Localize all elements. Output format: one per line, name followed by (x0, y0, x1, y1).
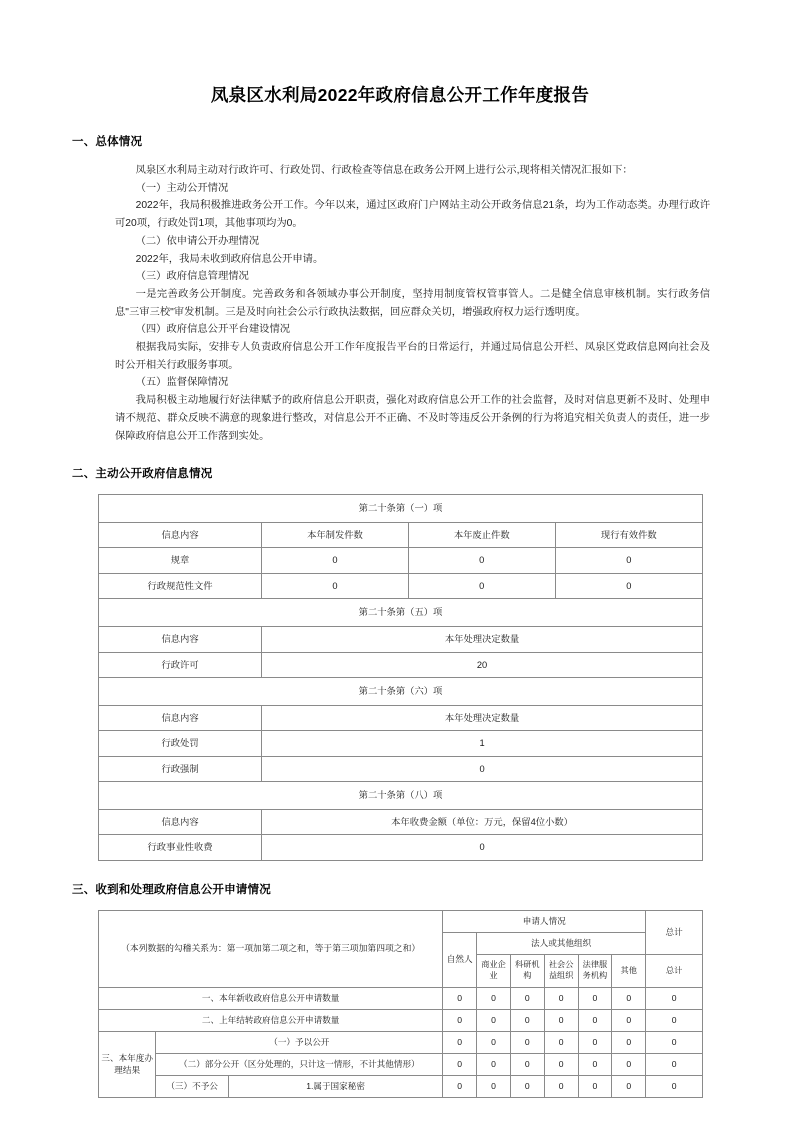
cell-value: 0 (443, 1076, 477, 1098)
cell-value: 0 (578, 1054, 612, 1076)
column-header: 信息内容 (99, 809, 262, 835)
cell-value: 0 (578, 1009, 612, 1031)
page-title: 凤泉区水利局2022年政府信息公开工作年度报告 (210, 85, 590, 105)
cell-value: 0 (510, 1009, 544, 1031)
row-label: 规章 (99, 548, 262, 574)
cell-value: 0 (477, 1054, 511, 1076)
row-label: 一、本年新收政府信息公开申请数量 (99, 987, 443, 1009)
cell-value: 0 (544, 987, 578, 1009)
spacer (0, 861, 800, 881)
cell-value: 0 (578, 1076, 612, 1098)
proactive-disclosure-table-wrap (0, 494, 800, 861)
section-1-body (0, 162, 800, 445)
cell-value: 0 (646, 1031, 703, 1053)
column-header: 现行有效件数 (555, 522, 702, 548)
cell-value: 0 (408, 548, 555, 574)
column-header: 信息内容 (99, 626, 262, 652)
row-label: 行政事业性收费 (99, 835, 262, 861)
column-header-total-sub: 总计 (646, 955, 703, 987)
cell-value: 0 (443, 1031, 477, 1053)
cell-value: 0 (262, 573, 409, 599)
cell-value: 0 (646, 1009, 703, 1031)
cell-value: 0 (408, 573, 555, 599)
table-row (99, 678, 703, 706)
row-label: 行政处罚 (99, 731, 262, 757)
cell-value: 0 (262, 756, 703, 782)
table-row (99, 626, 703, 652)
proactive-disclosure-table (98, 494, 703, 861)
cell-value: 0 (510, 1054, 544, 1076)
column-header-other: 其他 (612, 955, 646, 987)
row-label: 二、上年结转政府信息公开申请数量 (99, 1009, 443, 1031)
group-title: 第二十条第（八）项 (99, 782, 703, 810)
table-row (99, 731, 703, 757)
cell-value: 20 (262, 652, 703, 678)
paragraph: （二）依申请公开办理情况 (135, 235, 260, 247)
column-header: 本年处理决定数量 (262, 705, 703, 731)
table-row (99, 835, 703, 861)
section-3-heading: 三、收到和处理政府信息公开申请情况 (72, 883, 271, 896)
cell-value: 0 (544, 1076, 578, 1098)
paragraph: （四）政府信息公开平台建设情况 (135, 324, 291, 336)
table-row (99, 756, 703, 782)
row-label: 行政许可 (99, 652, 262, 678)
paragraph: 我局积极主动地履行好法律赋予的政府信息公开职责，强化对政府信息公开工作的社会监督，及时对信息更新不及时、处理申请不规范、群众反映不满意的现象进行整改，对信息公开不正确、不及时等违反公开条例的行为将追究相关负责人的责任，进一步保障政府信息公开工作落到实处。 (115, 395, 710, 442)
cell-value: 1 (262, 731, 703, 757)
table-row (99, 809, 703, 835)
row-label: 行政强制 (99, 756, 262, 782)
cell-value: 0 (612, 987, 646, 1009)
table-row (99, 1076, 703, 1098)
column-header-commercial: 商业企业 (477, 955, 511, 987)
table-row (99, 652, 703, 678)
requests-table-wrap (0, 910, 800, 1099)
cell-value: 0 (510, 987, 544, 1009)
paragraph: 2022年，我局未收到政府信息公开申请。 (135, 253, 324, 265)
cell-value: 0 (477, 1009, 511, 1031)
column-header-natural-person: 自然人 (443, 933, 477, 987)
group-title: 第二十条第（五）项 (99, 599, 703, 627)
cell-value: 0 (477, 1031, 511, 1053)
column-header: 本年处理决定数量 (262, 626, 703, 652)
table-row (99, 548, 703, 574)
column-header-total: 总计 (646, 910, 703, 954)
group-title: 第二十条第（一）项 (99, 495, 703, 523)
table-row (99, 705, 703, 731)
cell-value: 0 (544, 1009, 578, 1031)
table-row (99, 573, 703, 599)
column-header-public-welfare: 社会公益组织 (544, 955, 578, 987)
cell-value: 0 (443, 987, 477, 1009)
column-header: 本年收费金额（单位：万元，保留4位小数） (262, 809, 703, 835)
row-label: 1.属于国家秘密 (228, 1076, 442, 1098)
cell-value: 0 (443, 1009, 477, 1031)
cell-value: 0 (477, 987, 511, 1009)
spacer (0, 897, 800, 910)
paragraph: （一）主动公开情况 (135, 182, 229, 194)
spacer (0, 107, 800, 133)
cell-value: 0 (612, 1009, 646, 1031)
cell-value: 0 (510, 1076, 544, 1098)
table-row (99, 1009, 703, 1031)
cell-value: 0 (578, 1031, 612, 1053)
row-label: 行政规范性文件 (99, 573, 262, 599)
paragraph: 根据我局实际，安排专人负责政府信息公开工作年度报告平台的日常运行，并通过局信息公开栏、凤泉区党政信息网向社会及时公开相关行政服务事项。 (115, 342, 710, 371)
cell-value: 0 (262, 835, 703, 861)
section-overall-situation (0, 133, 800, 445)
paragraph: 2022年，我局积极推进政务公开工作。今年以来，通过区政府门户网站主动公开政务信息21条，均为工作动态类。办理行政许可20项，行政处罚1项，其他事项均为0。 (115, 200, 710, 230)
table-row (99, 1054, 703, 1076)
requests-table (98, 910, 703, 1099)
row-label: （二）部分公开（区分处理的，只计这一情形，不计其他情形） (156, 1054, 443, 1076)
note-text: （本列数据的勾稽关系为：第一项加第二项之和，等于第三项加第四项之和） (99, 910, 443, 987)
cell-value: 0 (646, 1054, 703, 1076)
column-header: 信息内容 (99, 522, 262, 548)
column-header-legal-entity: 法人或其他组织 (477, 933, 646, 955)
spacer (0, 149, 800, 162)
paragraph: 一是完善政务公开制度。完善政务和各领域办事公开制度，坚持用制度管权管事管人。二是健全信息审核机制。实行政务信息"三审三校"审发机制。三是及时向社会公示行政执法数据，回应群众关切，增强政府权力运行透明度。 (115, 288, 710, 318)
table-row (99, 782, 703, 810)
table-row (99, 910, 703, 932)
column-header: 信息内容 (99, 705, 262, 731)
row-label: （一）予以公开 (156, 1031, 443, 1053)
column-header-research: 科研机构 (510, 955, 544, 987)
row-subgroup-label: （三）不予公 (156, 1076, 228, 1098)
table-row (99, 987, 703, 1009)
section-2-heading: 二、主动公开政府信息情况 (72, 468, 213, 481)
spacer (0, 445, 800, 465)
row-group-label: 三、本年度办理结果 (99, 1031, 156, 1098)
cell-value: 0 (443, 1054, 477, 1076)
cell-value: 0 (612, 1031, 646, 1053)
cell-value: 0 (477, 1076, 511, 1098)
table-row (99, 522, 703, 548)
cell-value: 0 (544, 1054, 578, 1076)
group-title: 第二十条第（六）项 (99, 678, 703, 706)
cell-value: 0 (510, 1031, 544, 1053)
cell-value: 0 (555, 573, 702, 599)
table-row (99, 1031, 703, 1053)
table-row (99, 599, 703, 627)
paragraph: （五）监督保障情况 (135, 377, 229, 389)
cell-value: 0 (612, 1054, 646, 1076)
cell-value: 0 (555, 548, 702, 574)
paragraph: 凤泉区水利局主动对行政许可、行政处罚、行政检查等信息在政务公开网上进行公示,现将相关情况汇报如下： (135, 165, 633, 176)
column-header: 本年制发件数 (262, 522, 409, 548)
spacer (0, 481, 800, 494)
cell-value: 0 (544, 1031, 578, 1053)
paragraph: （三）政府信息管理情况 (135, 271, 249, 283)
column-header-applicant-group: 申请人情况 (443, 910, 646, 932)
cell-value: 0 (646, 987, 703, 1009)
table-row (99, 495, 703, 523)
cell-value: 0 (646, 1076, 703, 1098)
section-1-heading: 一、总体情况 (72, 136, 143, 148)
column-header: 本年废止件数 (408, 522, 555, 548)
cell-value: 0 (262, 548, 409, 574)
section-proactive-disclosure (0, 465, 800, 861)
column-header-legal-service: 法律服务机构 (578, 955, 612, 987)
cell-value: 0 (578, 987, 612, 1009)
section-requests-received (0, 881, 800, 1099)
cell-value: 0 (612, 1076, 646, 1098)
